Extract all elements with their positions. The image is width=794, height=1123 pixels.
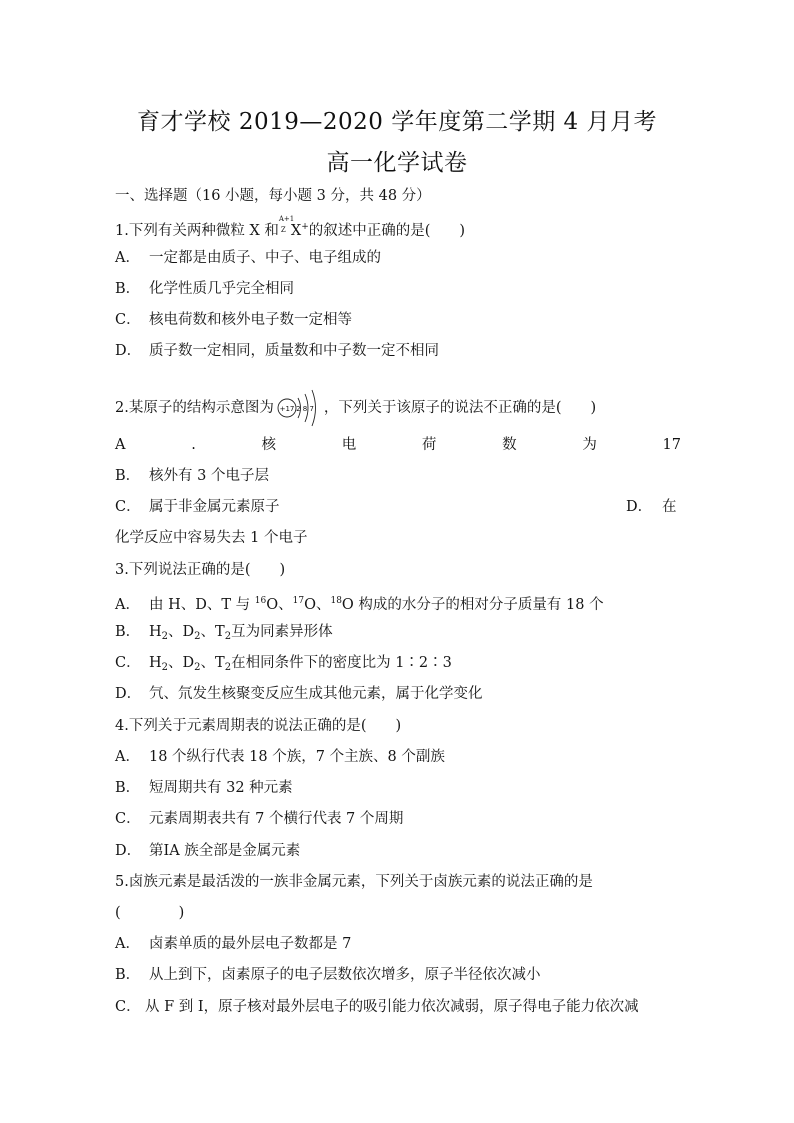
question-3-option-b: B． $H_2$、$D_2$、$T_2$互为同素异形体 — [115, 624, 333, 642]
question-4-option-c: C． 元素周期表共有 7 个横行代表 7 个周期 — [115, 811, 404, 827]
question-2-option-d: D． 在 — [626, 499, 677, 515]
question-5-option-b: B． 从上到下，卤素原子的电子层数依次增多，原子半径依次减小 — [115, 967, 541, 983]
question-1-stem: 1.下列有关两种微粒 X 和 A+1 Z X+的叙述中正确的是( ) — [115, 215, 466, 239]
svg-text:+17: +17 — [279, 405, 295, 413]
question-1-option-d: D． 质子数一定相同，质量数和中子数一定不相同 — [115, 343, 439, 359]
question-2-option-a: A . 核 电 荷 数 为 17 — [115, 437, 681, 453]
question-3-option-a: A． 由 H、D、T 与 $^{16}$O、$^{17}$O、$^{18}$O 构成的水分子的相对分子质量有 18 个 — [115, 596, 604, 613]
question-3-option-d: D． 氕、氘发生核聚变反应生成其他元素，属于化学变化 — [115, 686, 483, 702]
question-4-option-d: D． 第ⅠA 族全部是金属元素 — [115, 843, 301, 859]
question-3-option-c: C． $H_2$、$D_2$、$T_2$在相同条件下的密度比为 1∶2∶3 — [115, 655, 452, 673]
exam-subtitle: 高一化学试卷 — [326, 150, 468, 176]
question-1-option-a: A． 一定都是由质子、中子、电子组成的 — [115, 250, 381, 266]
question-5-option-c: C． 从 F 到 I，原子核对最外层电子的吸引能力依次减弱，原子得电子能力依次减 — [115, 999, 639, 1015]
question-2-option-d-continued: 化学反应中容易失去 1 个电子 — [115, 530, 308, 546]
question-4-stem: 4.下列关于元素周期表的说法正确的是( ) — [115, 718, 402, 734]
question-4-option-b: B． 短周期共有 32 种元素 — [115, 780, 293, 796]
question-5-option-a: A． 卤素单质的最外层电子数都是 7 — [115, 936, 352, 952]
question-2-option-b: B． 核外有 3 个电子层 — [115, 468, 269, 484]
nuclide-notation: A+1 Z X+ — [278, 215, 309, 239]
exam-title: 育才学校 2019—2020 学年度第二学期 4 月月考 — [137, 109, 657, 135]
question-5-stem-continued: ( ) — [115, 905, 185, 921]
question-1-option-c: C． 核电荷数和核外电子数一定相等 — [115, 312, 352, 328]
svg-text:2 8 7: 2 8 7 — [295, 405, 314, 413]
question-5-stem: 5.卤族元素是最活泼的一族非金属元素，下列关于卤族元素的说法正确的是 — [115, 874, 593, 890]
question-2-option-c: C． 属于非金属元素原子 — [115, 499, 280, 515]
atom-structure-diagram — [276, 388, 322, 428]
question-3-stem: 3.下列说法正确的是( ) — [115, 562, 286, 578]
question-4-option-a: A． 18 个纵行代表 18 个族，7 个主族、8 个副族 — [115, 749, 445, 765]
question-2-stem: 2.某原子的结构示意图为 +17 2 8 7 ，下列关于该原子的说法不正确的是( ) — [115, 388, 685, 428]
question-1-option-b: B． 化学性质几乎完全相同 — [115, 281, 294, 297]
section-heading: 一、选择题（16 小题，每小题 3 分，共 48 分） — [115, 188, 431, 204]
